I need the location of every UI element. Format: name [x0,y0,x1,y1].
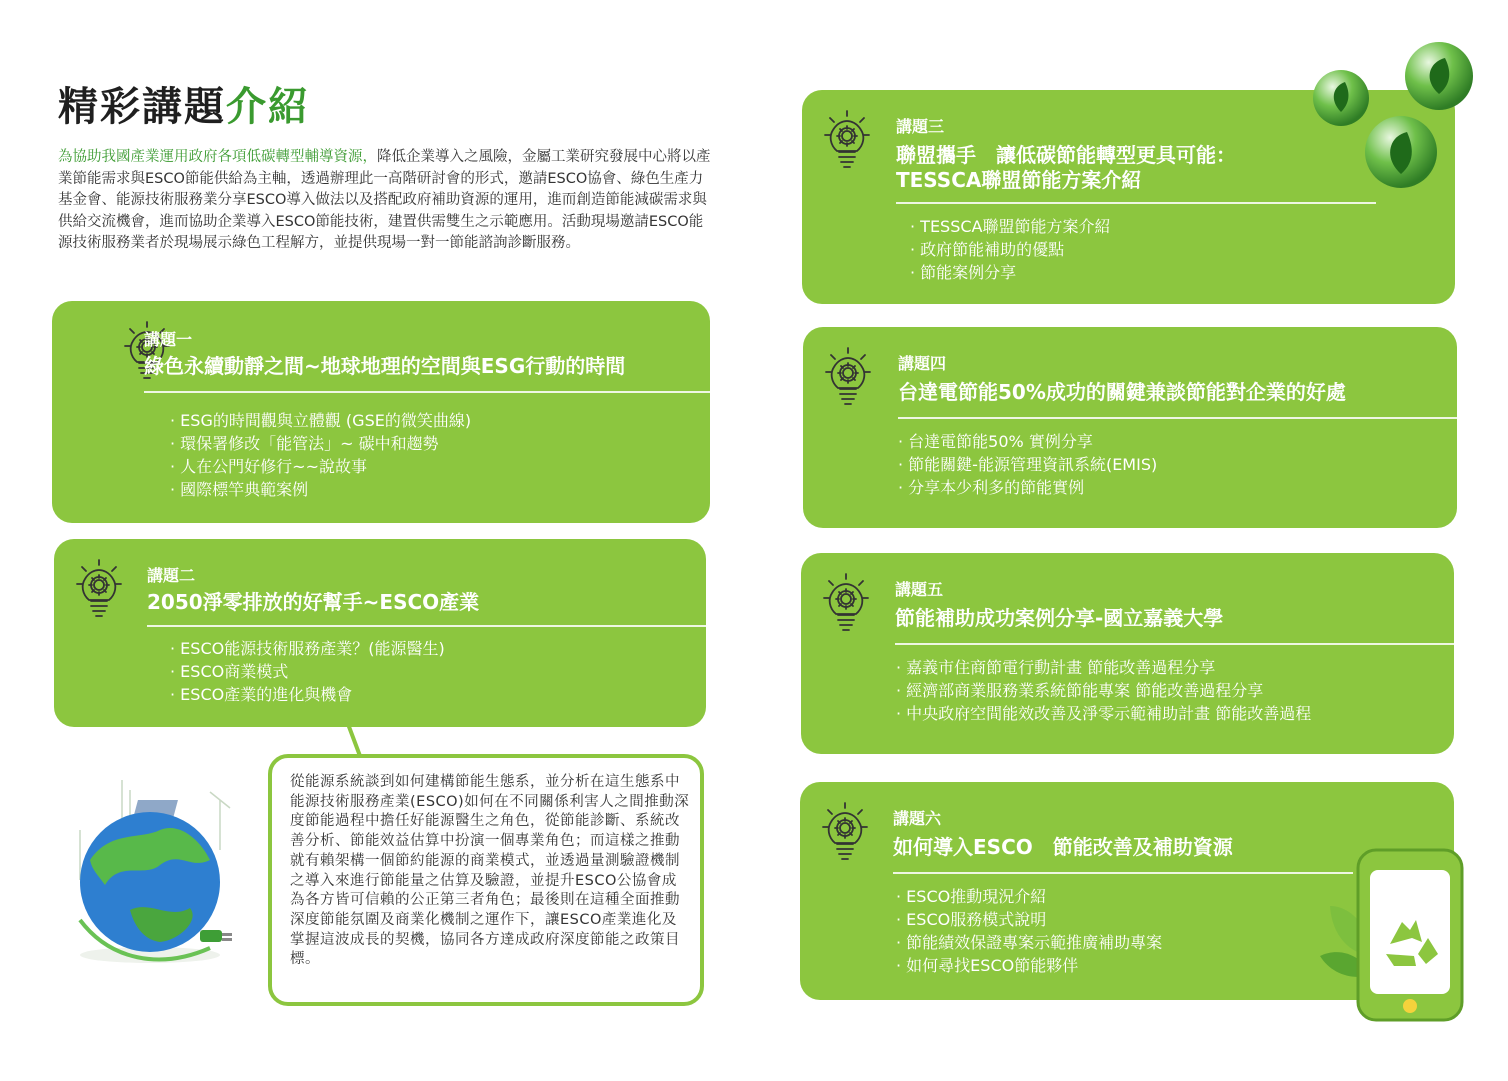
list-item: · 節能績效保證專案示範推廣補助專案 [896,931,1162,954]
topic-card-2 [54,539,706,727]
topic-list [896,885,1162,977]
topic-title: 節能補助成功案例分享-國立嘉義大學 [895,606,1224,630]
phone-recycle-illustration [1320,846,1470,1026]
list-item: · 國際標竿典範案例 [170,478,471,501]
topic-title-line2: TESSCA聯盟節能方案介紹 [896,168,1142,192]
callout-box [268,754,704,1006]
lightbulb-gear-icon [824,110,870,170]
list-item: · 經濟部商業服務業系統節能專案 節能改善過程分享 [896,679,1311,702]
list-item: · ESCO推動現況介紹 [896,885,1162,908]
list-item: · 節能關鍵-能源管理資訊系統(EMIS) [898,453,1157,476]
list-item: · 台達電節能50% 實例分享 [898,430,1157,453]
topic-list [170,409,471,501]
divider [893,872,1353,874]
list-item: · ESG的時間觀與立體觀 (GSE的微笑曲線) [170,409,471,432]
topic-title: 聯盟攜手 讓低碳節能轉型更具可能： [896,143,1236,167]
topic-label: 講題三 [896,117,945,136]
list-item: · ESCO產業的進化與機會 [170,683,445,706]
topic-label: 講題五 [895,580,944,599]
topic-title: 綠色永續動靜之間~地球地理的空間與ESG行動的時間 [144,354,626,378]
divider [898,417,1457,419]
topic-card-1 [52,301,710,523]
list-item: · 中央政府空間能效改善及淨零示範補助計畫 節能改善過程 [896,702,1311,725]
lightbulb-gear-icon [76,559,122,619]
topic-list [896,656,1311,725]
list-item: · 嘉義市住商節電行動計畫 節能改善過程分享 [896,656,1311,679]
intro-paragraph [58,147,713,255]
topic-title: 台達電節能50%成功的關鍵兼談節能對企業的好處 [898,380,1346,404]
title-part1: 精彩講題 [58,84,226,130]
title-part2: 介紹 [226,84,310,130]
page-title [58,84,310,130]
list-item: · 節能案例分享 [910,261,1111,284]
intro-body: 降低企業導入之風險，金屬工業研究發展中心將以產業節能需求與ESCO節能供給為主軸，透過辦理此一高階研討會的形式，邀請ESCO協會、綠色生產力基金會、能源技術服務業分享ESCO導入做法以及搭配政府補助資源的運用，進而創造節能減碳需求與供給交流機會，進而協助企業導入ESCO節能技術，建置供需雙生之示範應用。活動現場邀請ESCO能源技術服務業者於現場展示綠色工程解方，並提供現場一對一節能諮詢診斷服務。 [58,149,711,251]
divider [144,391,710,393]
topic-label: 講題二 [147,566,196,585]
divider [896,202,1376,204]
lightbulb-gear-icon [822,802,868,862]
divider [895,643,1454,645]
topic-list [910,215,1111,284]
topic-label: 講題六 [893,809,942,828]
topic-title: 2050淨零排放的好幫手~ESCO產業 [147,590,480,614]
leaf-bubbles-decoration [1305,40,1485,200]
topic-label: 講題四 [898,354,947,373]
list-item: · ESCO服務模式說明 [896,908,1162,931]
list-item: · ESCO能源技術服務產業？(能源醫生) [170,637,445,660]
divider [147,625,706,627]
lightbulb-gear-icon [823,573,869,633]
list-item: · 人在公門好修行~~說故事 [170,455,471,478]
earth-illustration [50,770,250,970]
topic-list [170,637,445,706]
lightbulb-gear-icon [825,347,871,407]
intro-highlight: 為協助我國產業運用政府各項低碳轉型輔導資源， [58,149,377,165]
topic-label: 講題一 [144,330,193,349]
list-item: · 環保署修改「能管法」~ 碳中和趨勢 [170,432,471,455]
list-item: · ESCO商業模式 [170,660,445,683]
topic-card-5 [801,553,1454,754]
list-item: · 分享本少利多的節能實例 [898,476,1157,499]
topic-card-4 [803,327,1457,528]
list-item: · 政府節能補助的優點 [910,238,1111,261]
topic-title: 如何導入ESCO 節能改善及補助資源 [893,835,1233,859]
list-item: · TESSCA聯盟節能方案介紹 [910,215,1111,238]
topic-list [898,430,1157,499]
callout-text: 從能源系統談到如何建構節能生態系，並分析在這生態系中能源技術服務產業(ESCO)如何在不同關係利害人之間推動深度節能過程中擔任好能源醫生之角色，從節能診斷、系統改善分析、節能效益估算中扮演一個專業角色；而這樣之推動就有賴架構一個節約能源的商業模式，並透過量測驗證機制之導入來進行節能量之估算及驗證，並提升ESCO公協會成為各方皆可信賴的公正第三者角色；最後則在這種全面推動深度節能氛圍及商業化機制之運作下，讓ESCO產業進化及掌握這波成長的契機，協同各方達成政府深度節能之政策目標。 [290,774,690,968]
list-item: · 如何尋找ESCO節能夥伴 [896,954,1162,977]
